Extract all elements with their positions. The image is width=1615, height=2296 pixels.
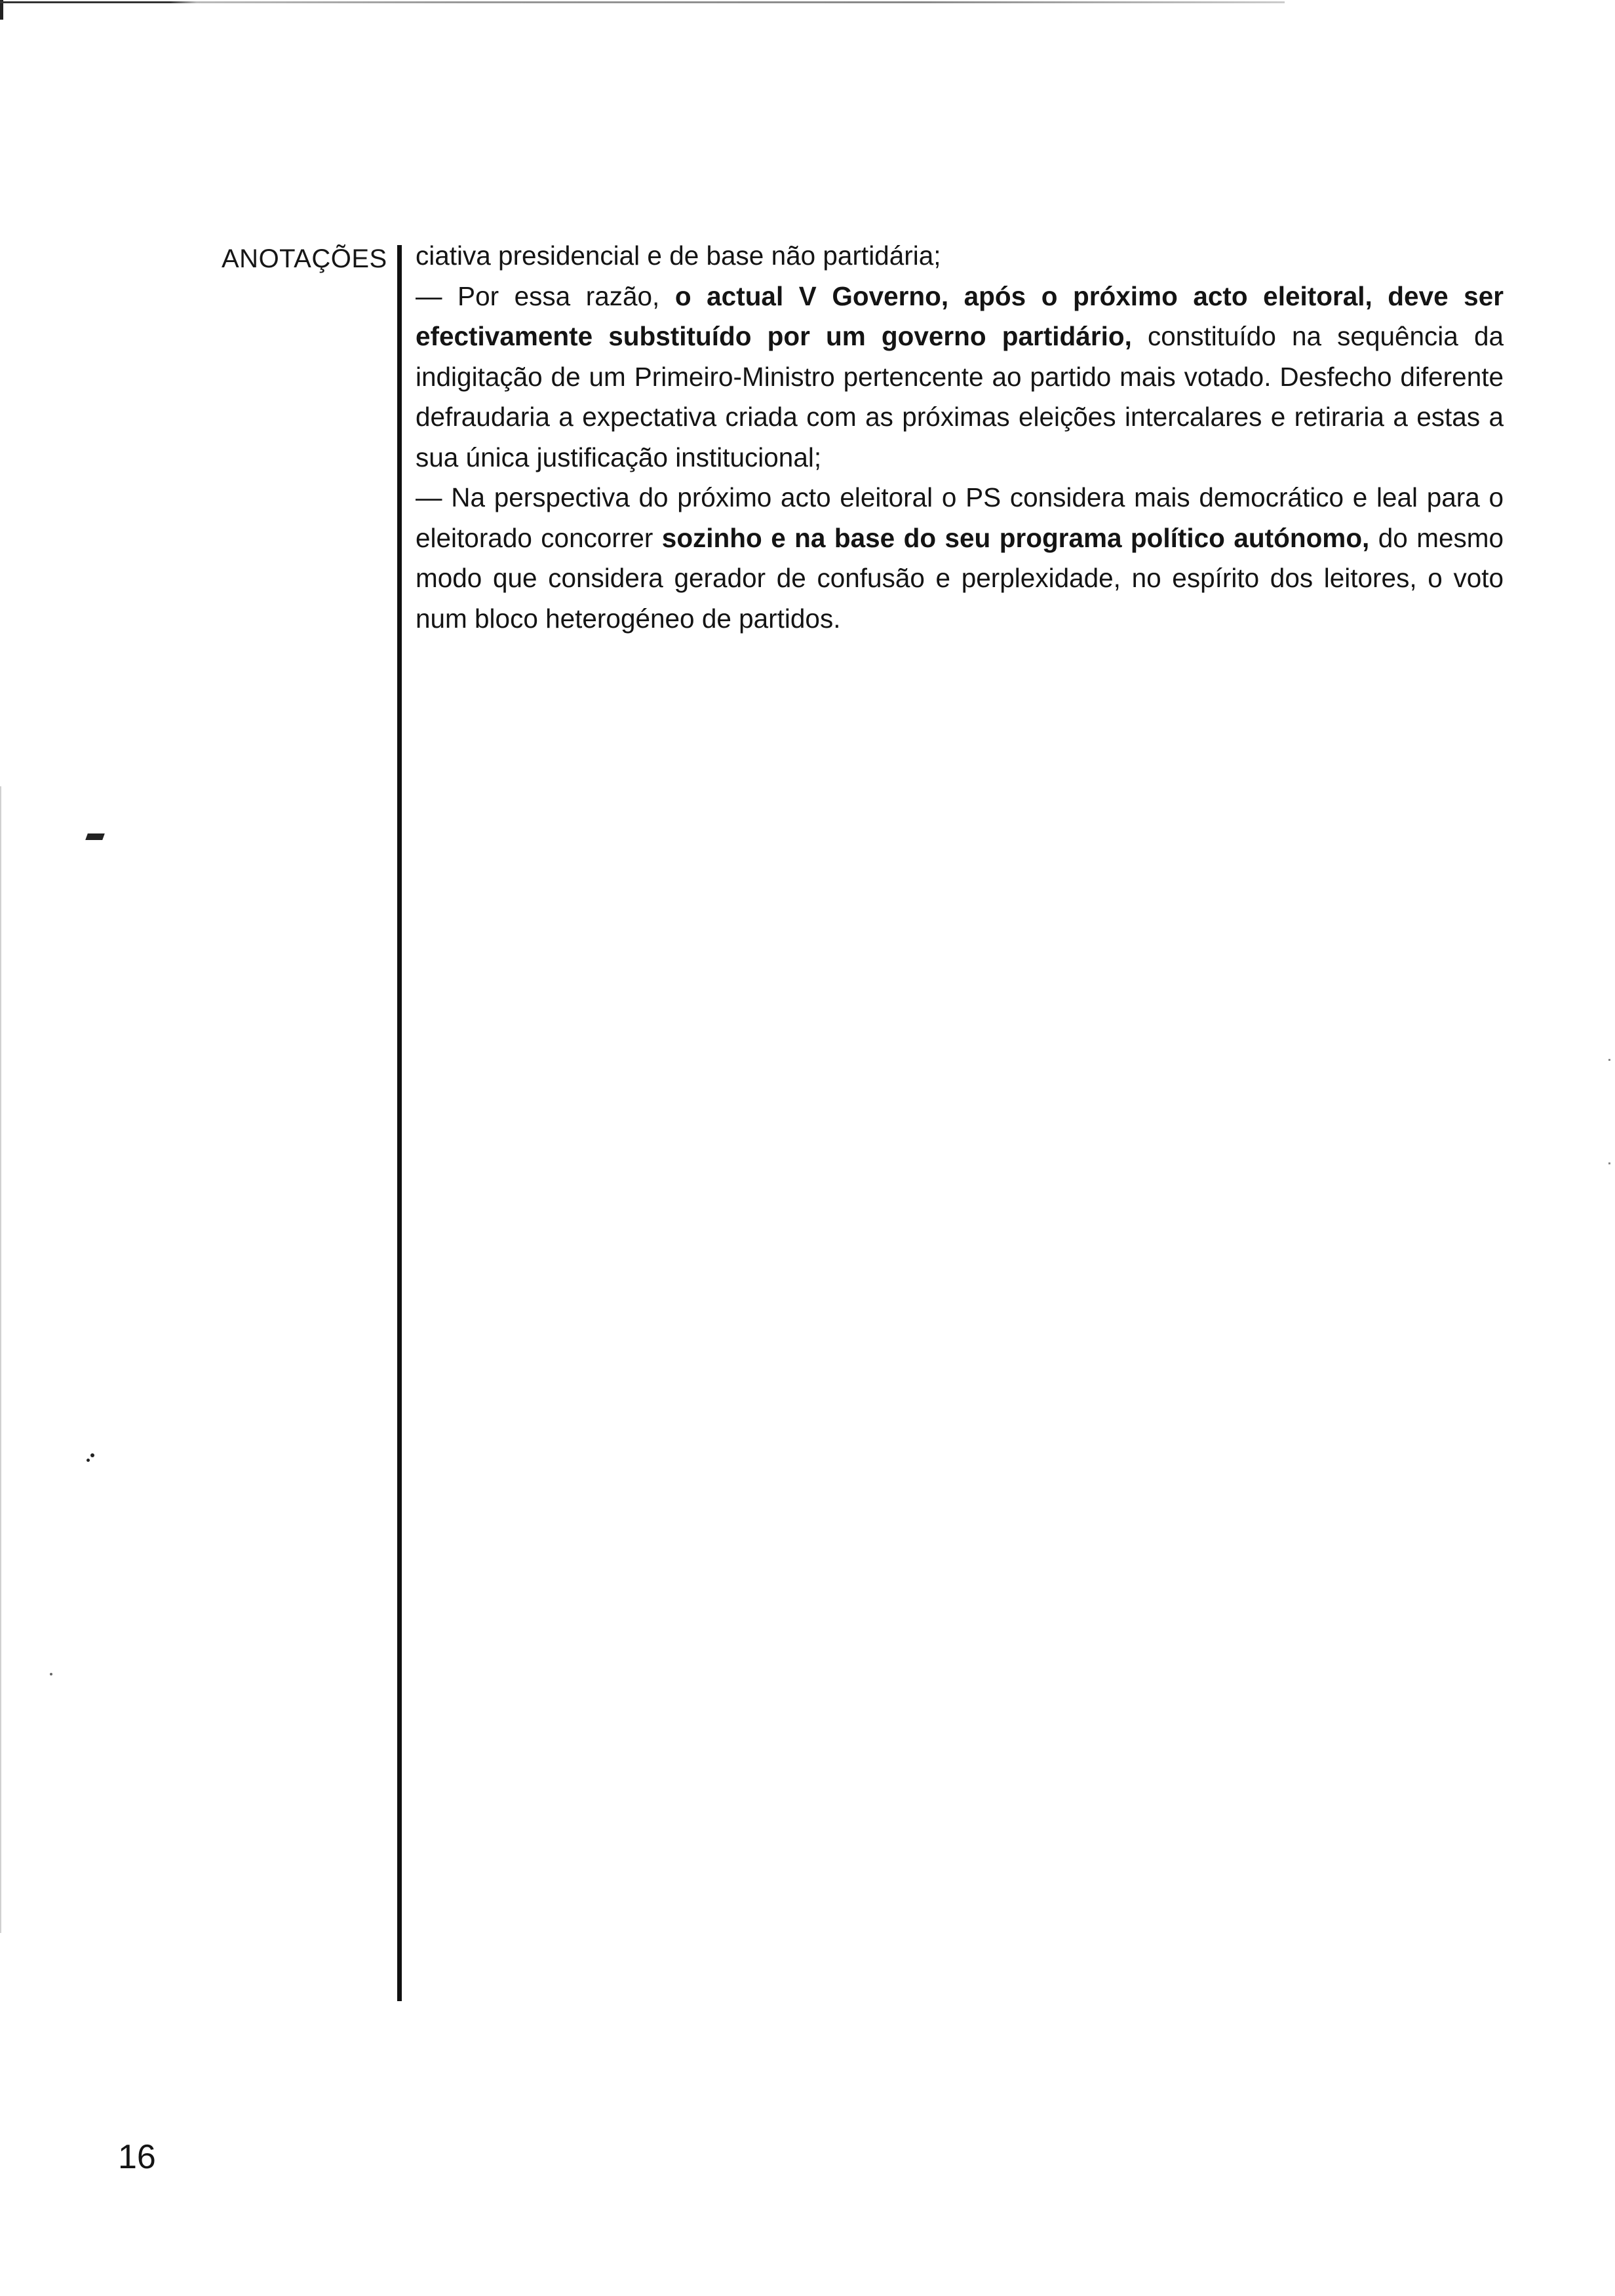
paragraph (416, 236, 1504, 277)
page-number: 16 (118, 2138, 156, 2176)
annotation-column-rule (397, 245, 402, 2001)
scan-left-edge (0, 786, 1, 1933)
scan-speck (90, 1453, 94, 1457)
emphasis-text: o actual V Governo, após o próximo acto eleitoral, deve ser efectivamente substituído por um governo partidário, (416, 280, 1504, 351)
paragraph-text: — Na perspectiva do próximo acto eleitoral o PS considera mais democrático e leal para o eleitorado concorrer (416, 482, 1504, 553)
paragraph-text: — Por essa razão, (416, 280, 675, 311)
scan-speck (85, 833, 105, 840)
paragraph-text: do mesmo modo que considera gerador de confusão e perplexidade, no espírito dos leitores, o voto num bloco heterogéneo de partidos. (416, 522, 1504, 634)
emphasis-text: sozinho e na base do seu programa político autónomo, (661, 522, 1370, 553)
paragraph (416, 277, 1504, 478)
scan-speck (1608, 1162, 1610, 1164)
scan-top-edge (0, 1, 1285, 3)
paragraph-text: ciativa presidencial e de base não partidária; (416, 240, 941, 271)
scan-speck (87, 1459, 90, 1462)
paragraph (416, 478, 1504, 639)
body-text (416, 236, 1504, 639)
margin-label-anotacoes: ANOTAÇÕES (222, 244, 387, 273)
scan-speck (50, 1673, 52, 1675)
scan-speck (1608, 1059, 1610, 1061)
paragraph-text: constituído na sequência da indigitação de um Primeiro-Ministro pertencente ao partido mais votado. Desfecho diferente defraudaria a expectativa criada com as próximas eleições intercalares e retiraria a estas a sua única justificação institucional; (416, 321, 1504, 472)
